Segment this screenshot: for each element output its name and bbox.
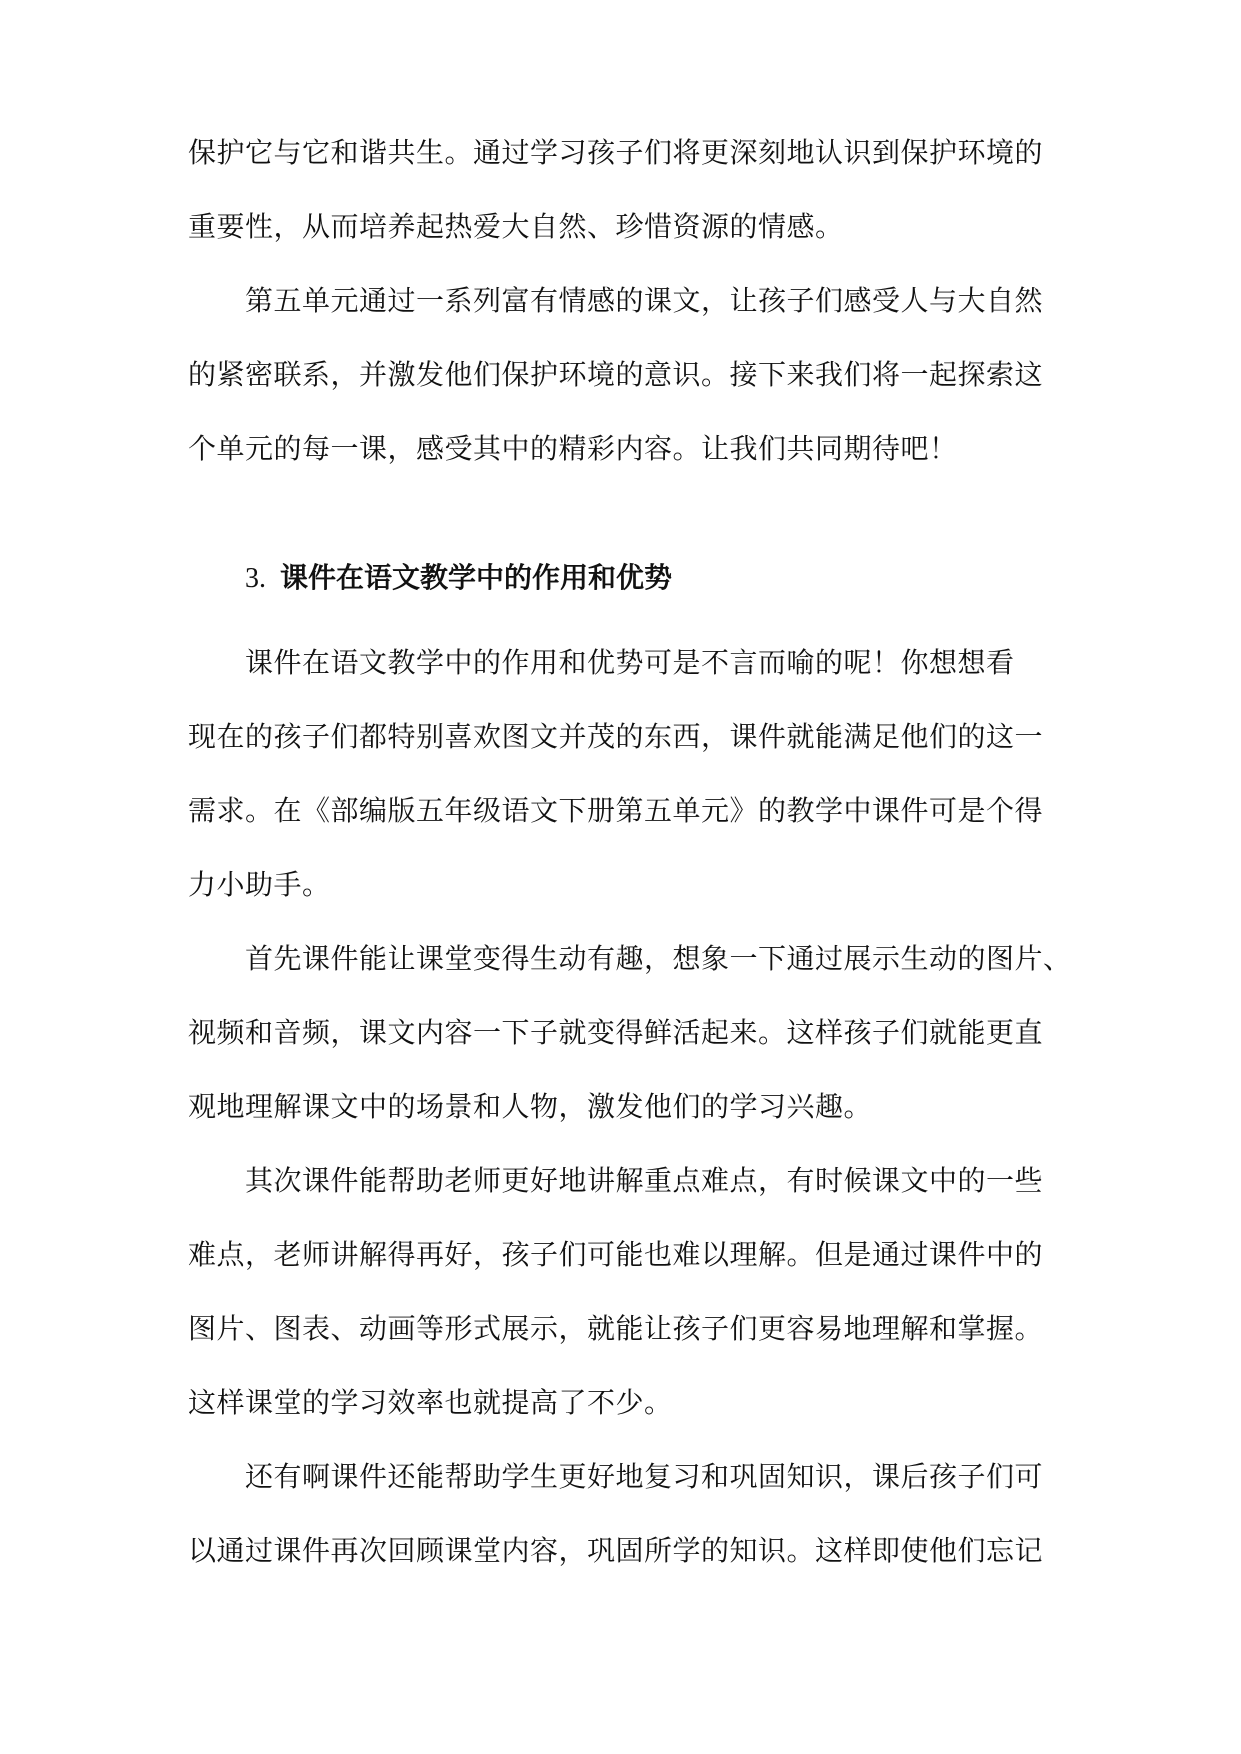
section-number: 3. xyxy=(245,563,266,594)
text-line: 的紧密联系，并激发他们保护环境的意识。接下来我们将一起探索这 xyxy=(188,358,1044,391)
intro-paragraphs xyxy=(188,116,1052,486)
text-line: 以通过课件再次回顾课堂内容，巩固所学的知识。这样即使他们忘记 xyxy=(188,1534,1044,1567)
text-line: 现在的孩子们都特别喜欢图文并茂的东西，课件就能满足他们的这一 xyxy=(188,720,1044,753)
text-line: 保护它与它和谐共生。通过学习孩子们将更深刻地认识到保护环境的 xyxy=(188,136,1044,169)
text-line: 需求。在《部编版五年级语文下册第五单元》的教学中课件可是个得 xyxy=(188,794,1044,827)
text-line: 个单元的每一课，感受其中的精彩内容。让我们共同期待吧！ xyxy=(188,432,958,465)
text-line: 第五单元通过一系列富有情感的课文，让孩子们感受人与大自然 xyxy=(188,284,1044,317)
text-line: 其次课件能帮助老师更好地讲解重点难点，有时候课文中的一些 xyxy=(188,1164,1044,1197)
text-line: 力小助手。 xyxy=(188,868,331,901)
section-title: 课件在语文教学中的作用和优势 xyxy=(280,561,673,594)
text-line: 视频和音频，课文内容一下子就变得鲜活起来。这样孩子们就能更直 xyxy=(188,1016,1044,1049)
text-line: 课件在语文教学中的作用和优势可是不言而喻的呢！你想想看 xyxy=(188,646,1015,679)
text-line: 观地理解课文中的场景和人物，激发他们的学习兴趣。 xyxy=(188,1090,873,1123)
text-line: 难点，老师讲解得再好，孩子们可能也难以理解。但是通过课件中的 xyxy=(188,1238,1044,1271)
text-line: 还有啊课件还能帮助学生更好地复习和巩固知识，课后孩子们可 xyxy=(188,1460,1044,1493)
text-line: 重要性，从而培养起热爱大自然、珍惜资源的情感。 xyxy=(188,210,844,243)
section-heading xyxy=(245,548,672,609)
text-line: 图片、图表、动画等形式展示，就能让孩子们更容易地理解和掌握。 xyxy=(188,1312,1044,1345)
text-line: 首先课件能让课堂变得生动有趣，想象一下通过展示生动的图片、 xyxy=(188,942,1072,975)
text-line: 这样课堂的学习效率也就提高了不少。 xyxy=(188,1386,673,1419)
body-paragraphs xyxy=(188,626,1072,1588)
